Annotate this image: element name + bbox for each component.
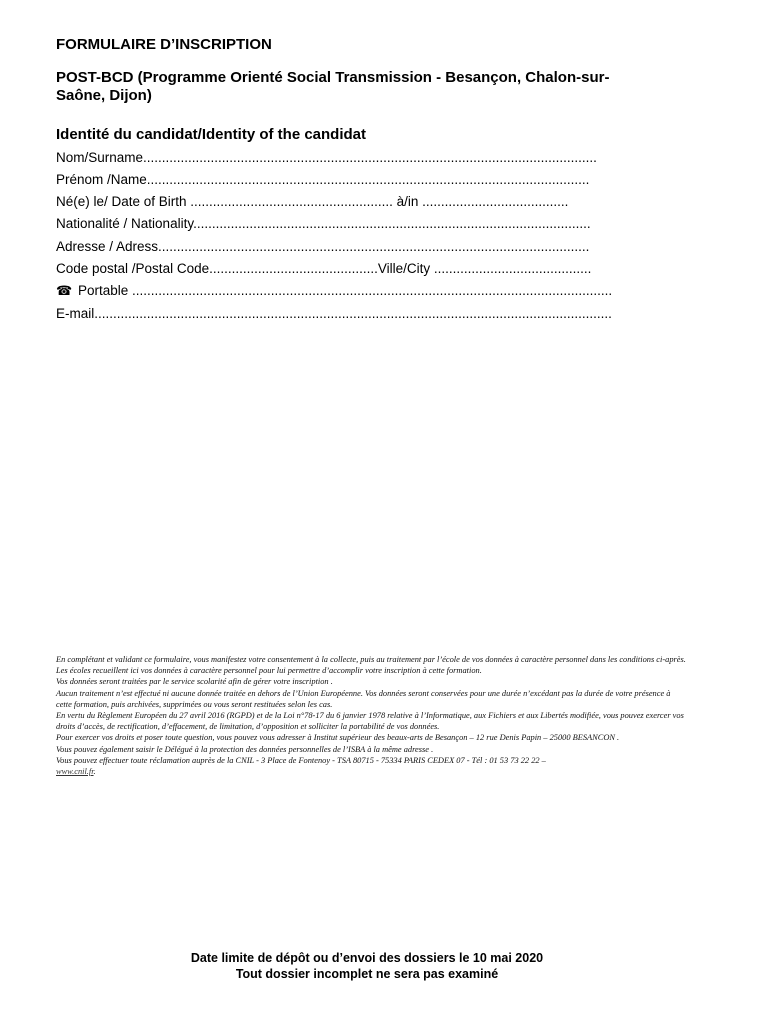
email-field[interactable]: E-mail.......................................................................................................................................... [56, 306, 612, 321]
form-title: FORMULAIRE D’INSCRIPTION [56, 36, 272, 53]
address-field[interactable]: Adresse / Adress................................................................................................................... [56, 239, 590, 254]
name-field[interactable]: Nom/Surname......................................................................................................................... [56, 150, 597, 165]
mobile-label: Portable ................................................................................................................................ [78, 283, 613, 298]
program-title: POST-BCD (Programme Orienté Social Transmission - Besançon, Chalon-sur-Saône, Dijon) [56, 69, 610, 104]
nationality-field[interactable]: Nationalité / Nationality.......................................................................................................... [56, 216, 591, 231]
notice-retention: Aucun traitement n’est effectué ni aucune donnée traitée en dehors de l’Union Européenne. Vos données seront conservées pour une durée n’excédant pas la durée de votre présence à cette formation, puis archivées, supprimées ou vous seront restituées selon les cas. [56, 688, 671, 709]
privacy-notice [56, 654, 686, 777]
cnil-link[interactable]: www.cnil.fr [56, 767, 94, 777]
mobile-field[interactable] [56, 282, 612, 300]
notice-purpose: Les écoles recueillent ici vos données à caractère personnel pour lui permettre d’accomplir votre inscription à cette formation. [56, 666, 482, 676]
notice-rights: En vertu du Règlement Européen du 27 avril 2016 (RGPD) et de la Loi n°78-17 du 6 janvier 1978 relative à l’Informatique, aux Fichiers et aux Libertés modifiée, vous pouvez exercer vos droits d’accès, de rectification, d’effacement, de limitation, d’opposition et solliciter la portabilité de vos données. [56, 711, 684, 732]
incomplete-warning: Tout dossier incomplet ne sera pas examiné [235, 967, 499, 981]
notice-link-line [56, 766, 686, 777]
section-title: Identité du candidat/Identity of the candidat [56, 126, 367, 143]
phone-icon: ☎ [56, 283, 73, 298]
cnil-link-suffix: . [93, 767, 96, 777]
birth-field[interactable]: Né(e) le/ Date of Birth ...................................................... à/in ....................................... [56, 194, 569, 209]
notice-contact: Pour exercer vos droits et poser toute question, vous pouvez vous adresser à Institut supérieur des beaux-arts de Besançon – 12 rue Denis Papin – 25000 BESANCON . [56, 733, 620, 743]
notice-cnil: Vous pouvez effectuer toute réclamation auprès de la CNIL - 3 Place de Fontenoy - TSA 80715 - 75334 PARIS CEDEX 07 - Tél : 01 53 73 22 22 – [56, 755, 546, 765]
firstname-field[interactable]: Prénom /Name...................................................................................................................... [56, 172, 590, 187]
deadline-text: Date limite de dépôt ou d’envoi des dossiers le 10 mai 2020 [190, 951, 544, 965]
postal-city-field[interactable]: Code postal /Postal Code.............................................Ville/City .......................................... [56, 261, 592, 276]
notice-dpo: Vous pouvez également saisir le Délégué à la protection des données personnelles de l’ISBA à la même adresse . [56, 744, 434, 754]
notice-processing: Vos données seront traitées par le service scolarité afin de gérer votre inscription . [56, 677, 333, 687]
notice-consent: En complétant et validant ce formulaire, vous manifestez votre consentement à la collecte, puis au traitement par l’école de vos données à caractère personnel dans les conditions ci-après. [56, 655, 686, 664]
